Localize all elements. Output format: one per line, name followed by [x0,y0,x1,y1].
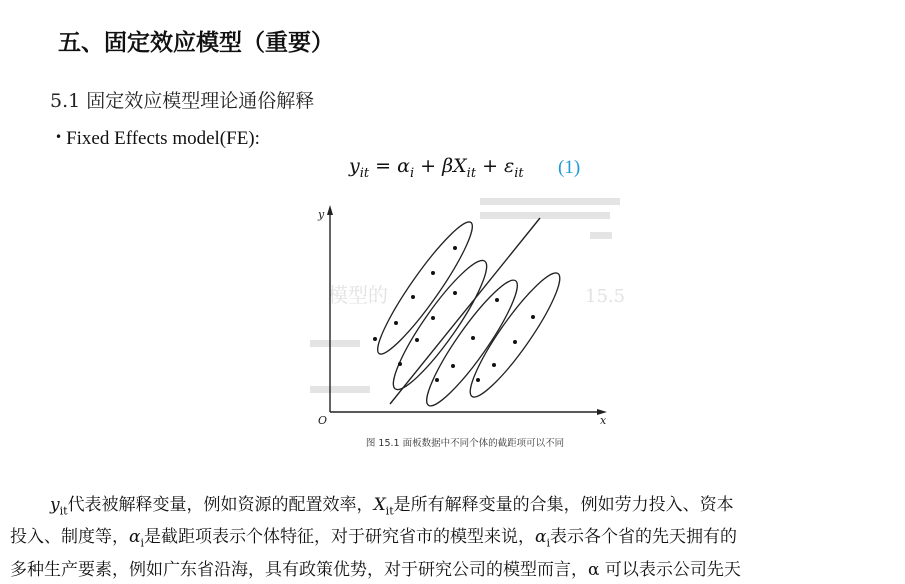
faded-text-block [590,232,612,239]
eq-plus-1: + [414,155,443,177]
data-point [398,362,402,366]
var-alpha: α [129,527,141,548]
paragraph-line-1 [0,492,905,524]
line2-text-b: 是截距项表示个体特征，对于研究省市的模型来说， [144,527,536,548]
eq-alpha: α [397,155,410,177]
y-axis-arrow-icon [327,205,333,215]
faded-text: 模型的 [328,283,388,307]
data-point [492,363,496,367]
eq-lhs-sub: it [359,165,370,181]
var-alpha-sub: i [140,536,145,550]
faded-text-block [310,340,360,347]
eq-beta-x-sub: it [466,165,477,181]
var-x-sub: it [385,504,394,518]
data-point [495,298,499,302]
var-x: X [373,495,386,515]
data-point [471,336,475,340]
group-ellipse [460,265,571,405]
explanation-paragraph [0,492,905,584]
eq-lhs: y [349,155,360,177]
eq-alpha-sub: i [409,165,415,181]
data-point [453,246,457,250]
data-point [373,337,377,341]
group-ellipse [382,252,498,398]
eq-epsilon-sub: it [514,165,524,181]
data-point [435,378,439,382]
group-ellipse [416,272,528,414]
origin-label: O [318,414,328,427]
equation [349,155,524,181]
data-point [453,291,457,295]
line2-text-c: 表示各个省的先天拥有的 [550,527,738,548]
y-axis-label: y [318,208,325,221]
data-point [411,295,415,299]
bullet-item [55,128,260,150]
var-alpha-2-sub: i [546,536,551,550]
data-point [431,316,435,320]
data-point [513,340,517,344]
faded-text-block [480,212,610,219]
faded-text-block [310,386,370,393]
paragraph-line-2 [0,524,905,556]
data-point [415,338,419,342]
data-point [451,364,455,368]
eq-plus-2: + [476,155,505,177]
fixed-effects-figure [300,190,630,460]
var-y-sub: it [59,504,68,518]
subsection-heading: 5.1 固定效应模型理论通俗解释 [50,90,315,112]
bullet-text: Fixed Effects model(FE): [66,128,260,149]
data-point [394,321,398,325]
eq-equals: = [369,155,398,177]
line1-text-a: 代表被解释变量，例如资源的配置效率， [67,495,374,515]
bullet-dot-icon: • [55,130,63,144]
line1-text-b: 是所有解释变量的合集，例如劳力投入、资本 [393,495,734,515]
faded-text: 15.5 [585,286,626,307]
equation-number: (1) [558,157,581,178]
var-alpha-2: α [535,527,547,548]
eq-epsilon: ε [504,155,515,177]
paragraph-line-3 [0,557,905,584]
faded-text-block [480,198,620,205]
section-heading: 五、固定效应模型（重要） [58,30,334,56]
eq-beta-x: βX [442,155,467,177]
line3-text: 多种生产要素，例如广东省沿海，具有政策优势，对于研究公司的模型而言，α 可以表示公司先天 [10,559,741,580]
figure-caption: 图 15.1 面板数据中不同个体的截距项可以不同 [365,438,565,449]
data-point [431,271,435,275]
var-y: y [50,495,60,515]
data-point [531,315,535,319]
x-axis-label: x [600,414,607,427]
data-point [476,378,480,382]
line2-text-a: 投入、制度等， [10,527,129,548]
